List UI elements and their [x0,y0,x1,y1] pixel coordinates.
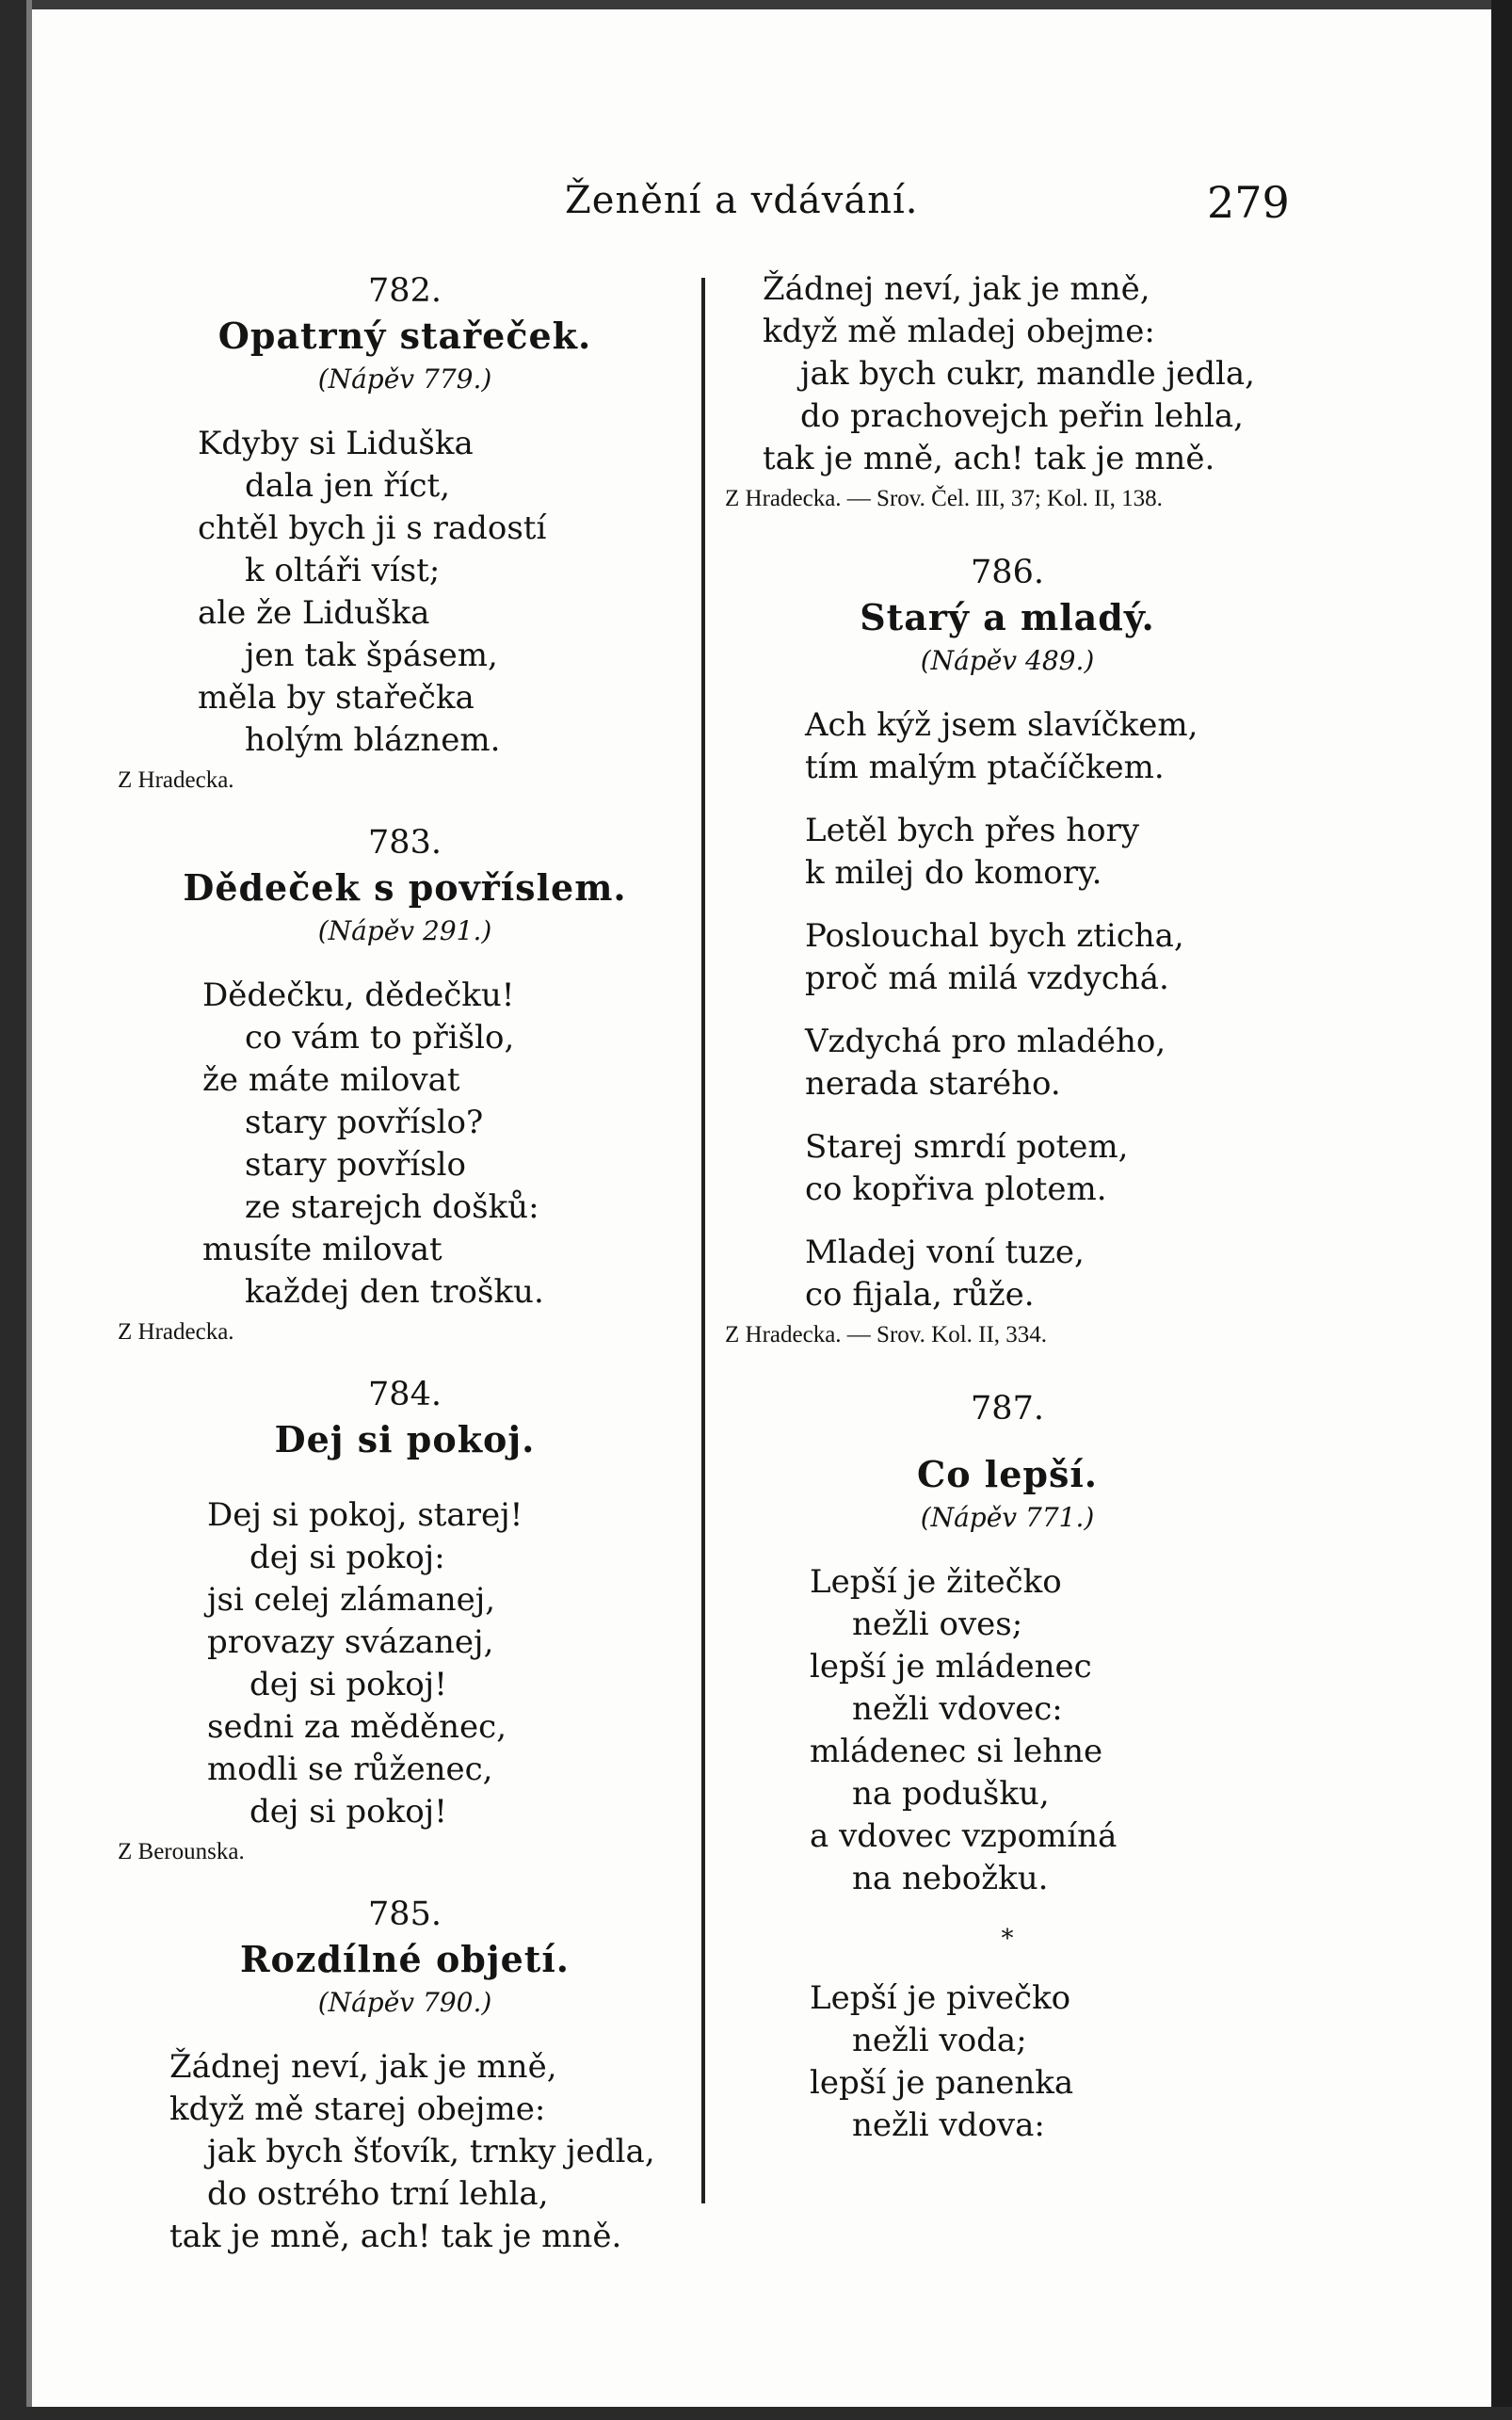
song-number: 787. [971,1390,1044,1428]
verse-line: stary povříslo? [245,1104,484,1141]
verse-line: a vdovec vzpomíná [810,1817,1118,1855]
verse-line: k oltáři víst; [245,552,441,589]
song-number: 784. [368,1376,442,1413]
verse-line: Vzdychá pro mladého, [805,1023,1166,1060]
verse-line: Mladej voní tuze, [805,1234,1085,1271]
song-number: 785. [368,1896,442,1933]
verse-line: Dej si pokoj, starej! [207,1496,523,1534]
stanza-separator: * [1001,1925,1014,1953]
song-785-continued [725,268,1290,518]
verse-line: sedni za měděnec, [207,1708,507,1746]
song-title: Dej si pokoj. [274,1418,536,1460]
verse-line: co kopřiva plotem. [805,1170,1107,1208]
verse-line: tak je mně, ach! tak je mně. [169,2218,622,2255]
verse-line: stary povříslo [245,1146,467,1184]
column-divider [701,278,705,2203]
verse-line: lepší je mládenec [810,1648,1092,1686]
verse-line: nežli vdova: [852,2106,1045,2144]
song-number: 786. [971,554,1044,591]
verse-line: dej si pokoj: [249,1539,445,1576]
verse-line: dej si pokoj! [249,1793,447,1831]
verse-line: měla by stařečka [198,679,475,717]
song-785 [113,1892,697,2258]
verse-line: proč má milá vzdychá. [805,960,1169,997]
verse-line: modli se růženec, [207,1750,493,1788]
verse-line: co fijala, růže. [805,1276,1035,1314]
verse-line: jak bych šťovík, trnky jedla, [207,2133,655,2170]
verse-line: provazy svázanej, [207,1623,494,1661]
verse-line: na podušku, [852,1775,1050,1813]
verse-line: holým bláznem. [245,721,501,759]
verse-line: jsi celej zlámanej, [207,1581,496,1619]
tune-reference: (Nápěv 779.) [317,363,492,395]
verse-line: nežli vdovec: [852,1690,1063,1728]
source-note: Z Hradecka. — Srov. Kol. II, 334. [725,1322,1048,1347]
verse-line: Lepší je žitečko [810,1563,1062,1601]
verse-line: že máte milovat [202,1061,460,1099]
song-786 [725,550,1290,1354]
verse-line: musíte milovat [202,1231,442,1268]
verse-line: Poslouchal bych zticha, [805,917,1184,955]
song-782 [113,268,697,799]
verse-line: Kdyby si Liduška [198,425,474,462]
verse-line: nežli voda; [852,2022,1027,2059]
scan-border-left-inner [26,0,32,2420]
verse-line: Lepší je pivečko [810,1979,1071,2017]
source-note: Z Berounska. [118,1839,245,1864]
verse-line: chtěl bych ji s radostí [198,509,547,547]
scan-border-bottom [0,2407,1512,2420]
song-783 [113,820,697,1351]
verse-line: když mě mladej obejme: [763,313,1155,350]
running-header: Ženění a vdávání. [565,179,919,222]
page-number: 279 [1207,177,1290,228]
verse-line: Žádnej neví, jak je mně, [763,270,1150,308]
song-title: Co lepší. [916,1453,1099,1495]
left-column [113,268,697,2258]
song-title: Dědeček s povříslem. [183,866,627,909]
song-number: 782. [368,272,442,310]
verse-line: Starej smrdí potem, [805,1128,1129,1166]
verse-line: Ach kýž jsem slavíčkem, [805,706,1198,744]
song-787 [725,1386,1290,2147]
verse-line: do prachovejch peřin lehla, [800,397,1244,435]
verse-line: Letěl bych přes hory [805,812,1140,849]
verse-line: nežli oves; [852,1605,1023,1643]
verse-line: co vám to přišlo, [245,1019,515,1057]
tune-reference: (Nápěv 489.) [920,645,1095,676]
verse-line: tak je mně, ach! tak je mně. [763,440,1215,477]
verse-line: ze starejch došků: [245,1188,539,1226]
source-note: Z Hradecka. [118,1319,234,1345]
verse-line: Žádnej neví, jak je mně, [169,2048,557,2086]
song-title: Starý a mladý. [860,596,1155,638]
source-note: Z Hradecka. [118,767,234,793]
verse-line: tím malým ptačíčkem. [805,749,1165,786]
tune-reference: (Nápěv 291.) [317,915,492,946]
verse-line: na nebožku. [852,1860,1049,1897]
verse-line: každej den trošku. [245,1273,544,1311]
verse-line: ale že Liduška [198,594,430,632]
verse-line: jen tak špásem, [245,637,498,674]
verse-line: dala jen říct, [245,467,450,505]
verse-line: mládenec si lehne [810,1733,1103,1770]
verse-line: do ostrého trní lehla, [207,2175,549,2213]
source-note: Z Hradecka. — Srov. Čel. III, 37; Kol. II, 138. [725,486,1163,511]
song-title: Opatrný stařeček. [217,315,592,357]
song-title: Rozdílné objetí. [239,1938,571,1980]
scan-border-right [1491,0,1512,2420]
verse-line: Dědečku, dědečku! [202,976,515,1014]
verse-line: když mě starej obejme: [169,2090,546,2128]
verse-line: k milej do komory. [805,854,1102,892]
tune-reference: (Nápěv 790.) [317,1987,492,2018]
verse-line: nerada starého. [805,1065,1061,1103]
verse-line: jak bych cukr, mandle jedla, [800,355,1255,393]
scan-border-left [0,0,26,2420]
right-column [725,268,1290,2147]
tune-reference: (Nápěv 771.) [920,1502,1095,1533]
verse-line: lepší je panenka [810,2064,1074,2102]
scan-border-top [0,0,1512,9]
song-number: 783. [368,824,442,862]
verse-line: dej si pokoj! [249,1666,447,1703]
song-784 [113,1372,697,1871]
